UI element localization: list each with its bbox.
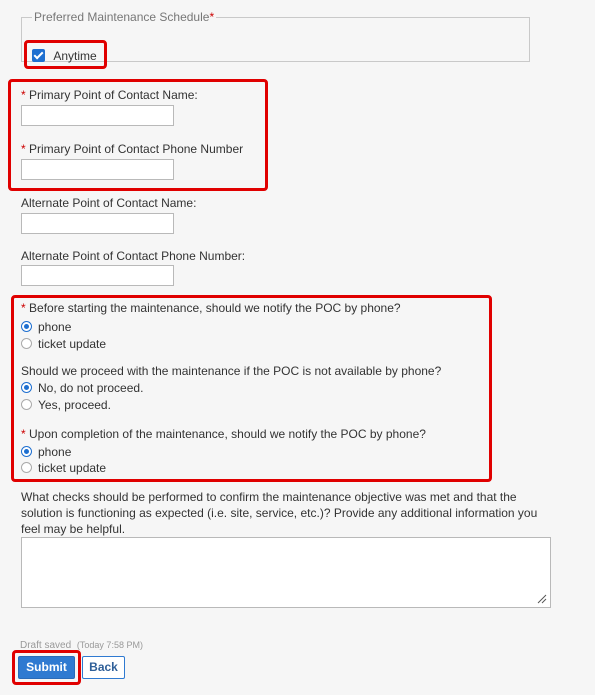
question-3-label: * Upon completion of the maintenance, should we notify the POC by phone? [21,427,426,441]
q2-option-no[interactable]: No, do not proceed. [21,381,143,395]
q2-option-yes[interactable]: Yes, proceed. [21,398,111,412]
q1-option-ticket[interactable]: ticket update [21,337,106,351]
checks-textarea[interactable] [21,537,551,608]
draft-saved-text: Draft saved [20,640,72,651]
draft-time: (Today 7:58 PM) [76,640,143,650]
alternate-name-label: Alternate Point of Contact Name: [21,196,197,210]
back-button[interactable]: Back [82,656,125,679]
q1-option-phone[interactable]: phone [21,320,71,334]
alternate-phone-input[interactable] [21,265,174,286]
question-2-label: Should we proceed with the maintenance if the POC is not available by phone? [21,364,442,378]
primary-name-label: * Primary Point of Contact Name: [21,88,198,102]
question-1-label: * Before starting the maintenance, should we notify the POC by phone? [21,301,401,315]
checks-label: What checks should be performed to confirm the maintenance objective was met and that the solution is functioning as expected (i.e. site, service, etc.)? Provide any additional information you feel may be helpful. [21,490,538,536]
resize-grip-icon[interactable] [537,594,547,604]
highlight-primary-poc [8,79,268,191]
q3-option-ticket[interactable]: ticket update [21,461,106,475]
alternate-phone-label: Alternate Point of Contact Phone Number: [21,249,246,263]
submit-button[interactable]: Submit [18,656,75,679]
highlight-anytime [24,40,107,69]
q3-option-phone[interactable]: phone [21,445,71,459]
primary-phone-label: * Primary Point of Contact Phone Number [21,142,244,156]
alternate-name-input[interactable] [21,213,174,234]
highlight-submit [12,650,81,685]
anytime-label: Anytime [53,49,97,63]
schedule-legend: Preferred Maintenance Schedule* [34,10,215,24]
highlight-questions [11,295,492,482]
